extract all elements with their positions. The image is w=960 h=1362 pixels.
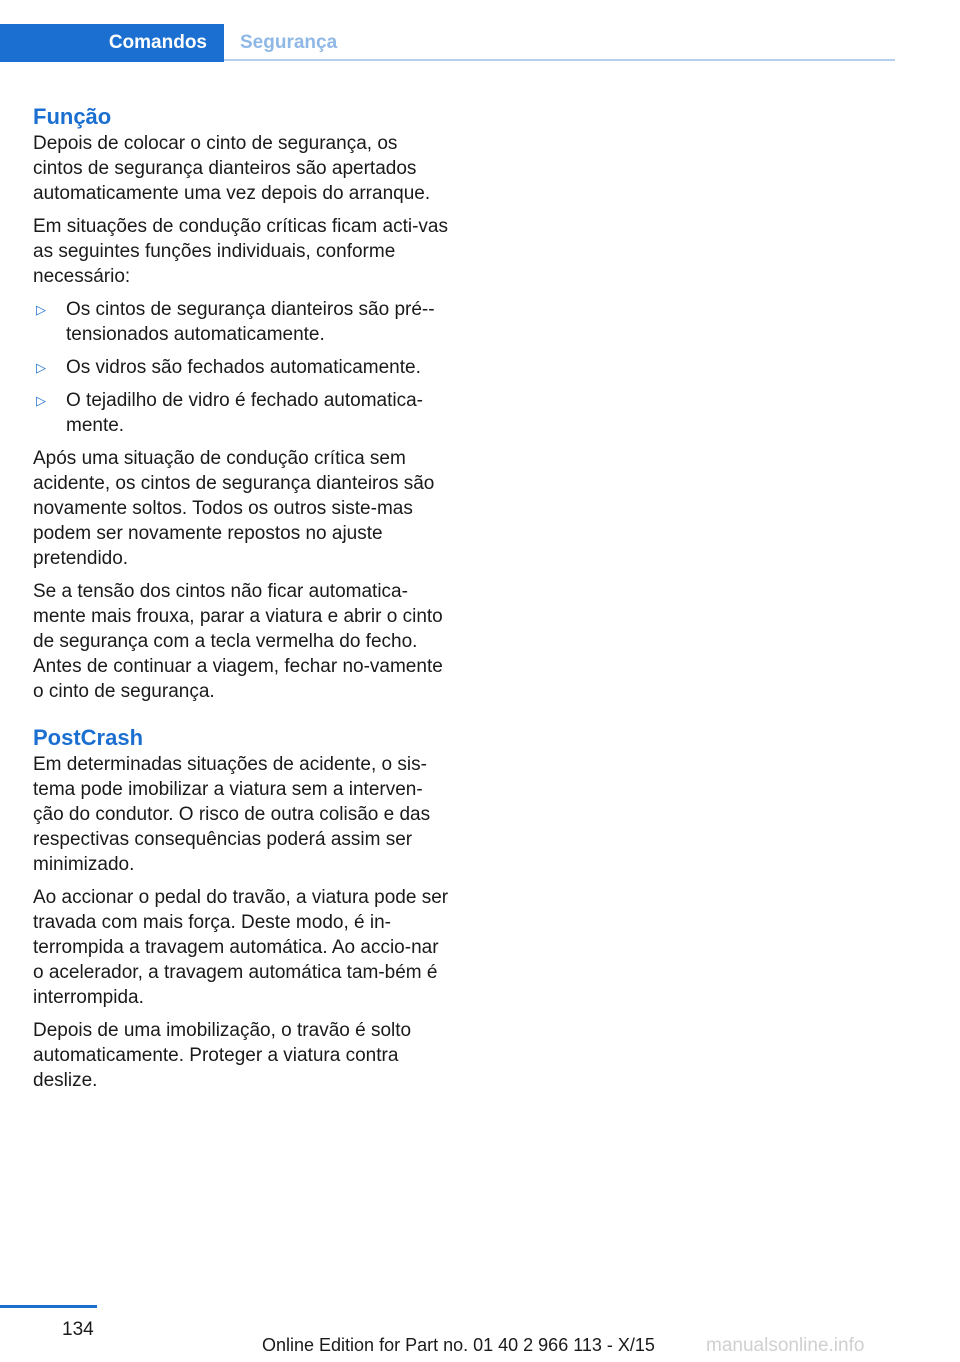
tab-comandos: Comandos — [0, 24, 224, 62]
paragraph: Em situações de condução críticas ficam acti‐vas as seguintes funções individuais, conforme necessário: — [33, 216, 449, 287]
page-header — [0, 24, 895, 62]
list-item — [33, 355, 451, 380]
header-divider — [224, 59, 895, 61]
paragraph: Depois de uma imobilização, o travão é solto automaticamente. Proteger a viatura contra deslize. — [33, 1020, 412, 1091]
paragraph: Ao accionar o pedal do travão, a viatura pode ser travada com mais força. Deste modo, é in‐terrompida a travagem automática. Ao accio‐nar o acelerador, a travagem automática tam‐bém é interrompida. — [33, 887, 449, 1008]
bullet-list — [33, 297, 451, 438]
list-item — [33, 388, 451, 438]
section-title-funcao: Função — [33, 104, 112, 129]
list-item-text: Os cintos de segurança dianteiros são pré‐-tensionados automaticamente. — [66, 299, 435, 345]
triangle-right-icon: ▷ — [36, 360, 46, 375]
watermark: manualsonline.info — [706, 1335, 865, 1356]
triangle-right-icon: ▷ — [36, 393, 46, 408]
paragraph: Após uma situação de condução crítica sem acidente, os cintos de segurança dianteiros são novamente soltos. Todos os outros siste‐mas podem ser novamente repostos no ajuste pretendido. — [33, 448, 435, 569]
edition-note: Online Edition for Part no. 01 40 2 966 113 - X/15 — [262, 1335, 655, 1355]
page-number: 134 — [62, 1319, 94, 1340]
triangle-right-icon: ▷ — [36, 302, 46, 317]
tab-seguranca: Segurança — [240, 32, 338, 53]
list-item-text: Os vidros são fechados automaticamente. — [66, 357, 421, 378]
footer-divider — [0, 1305, 97, 1308]
list-item-text: O tejadilho de vidro é fechado automatica‐mente. — [66, 390, 423, 436]
list-item — [33, 297, 451, 347]
paragraph: Se a tensão dos cintos não ficar automatica‐mente mais frouxa, parar a viatura e abrir o cinto de segurança com a tecla vermelha do fecho. Antes de continuar a viagem, fechar no‐vamente o cinto de segurança. — [33, 581, 443, 702]
paragraph: Depois de colocar o cinto de segurança, os cintos de segurança dianteiros são apertados automaticamente uma vez depois do arranque. — [33, 133, 431, 204]
page-content — [33, 103, 451, 1101]
paragraph: Em determinadas situações de acidente, o sis‐tema pode imobilizar a viatura sem a interven‐ção do condutor. O risco de outra colisão e das respectivas consequências poderá assim ser minimizado. — [33, 754, 431, 875]
section-title-postcrash: PostCrash — [33, 725, 144, 750]
